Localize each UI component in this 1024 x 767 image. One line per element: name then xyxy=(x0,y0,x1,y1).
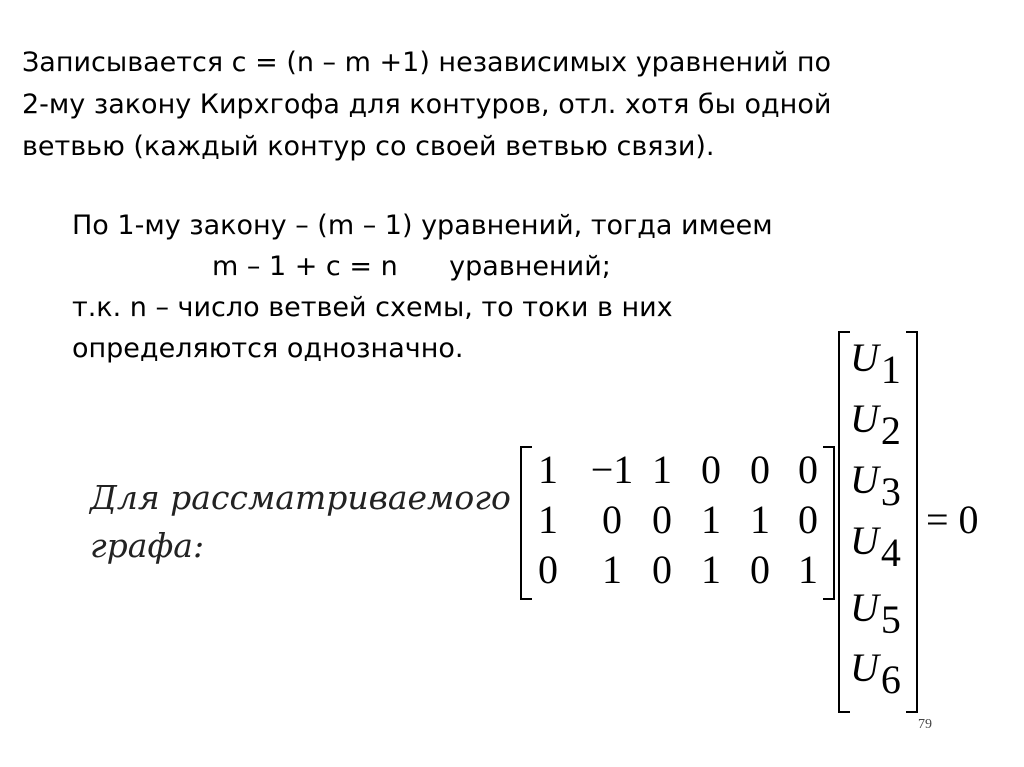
matrix-cell: 0 xyxy=(538,547,558,592)
matrix-cell: 0 xyxy=(652,547,672,592)
vector-entry-subscript: 4 xyxy=(880,530,901,575)
equation-line: m – 1 + c = n уравнений; xyxy=(212,251,611,282)
matrix-cell: 1 xyxy=(750,497,770,542)
vector-entry-subscript: 6 xyxy=(880,657,901,702)
text-line: По 1-му закону – (m – 1) уравнений, тогда имеем xyxy=(72,210,773,241)
matrix-cell: 1 xyxy=(701,497,721,542)
matrix-cell: 1 xyxy=(652,447,672,492)
vector-entry xyxy=(850,585,901,642)
equals-zero: = 0 xyxy=(926,497,979,542)
vector-entry xyxy=(850,645,901,702)
text-line: 2-му закону Кирхгофа для контуров, отл. хотя бы одной xyxy=(22,89,832,120)
matrix-cell: 1 xyxy=(602,547,622,592)
matrix-cell: 1 xyxy=(798,547,818,592)
vector-right-bracket xyxy=(906,331,918,713)
matrix-cell: 0 xyxy=(652,497,672,542)
matrix-cell: 0 xyxy=(602,497,622,542)
vector-entry xyxy=(850,457,901,514)
matrix-cell: −1 xyxy=(590,447,634,492)
matrix-cell: 1 xyxy=(538,447,558,492)
matrix-cell: 0 xyxy=(701,447,721,492)
matrix-cell: 0 xyxy=(798,447,818,492)
graph-caption xyxy=(90,474,511,570)
text-line: Записывается с = (n – m +1) независимых уравнений по xyxy=(22,47,832,78)
vector-entry-name: U xyxy=(850,335,879,380)
vector-entry-name: U xyxy=(850,396,879,441)
matrix-cell: 0 xyxy=(750,447,770,492)
vector-entry xyxy=(850,396,901,453)
text-line: определяются однозначно. xyxy=(72,333,464,364)
matrix-cell: 0 xyxy=(798,497,818,542)
matrix-cell: 1 xyxy=(701,547,721,592)
text-line: ветвью (каждый контур со своей ветвью связи). xyxy=(22,131,715,162)
paragraph-kirchhoff-1 xyxy=(72,205,773,369)
vector-entry-name: U xyxy=(850,645,879,690)
caption-line: графа: xyxy=(90,526,205,565)
vector-entry-subscript: 3 xyxy=(880,469,901,514)
matrix-cell: 0 xyxy=(750,547,770,592)
vector-entry-name: U xyxy=(850,518,879,563)
paragraph-kirchhoff-2 xyxy=(22,42,831,168)
matrix-cell: 1 xyxy=(538,497,558,542)
vector-entry-name: U xyxy=(850,457,879,502)
vector-entry-subscript: 1 xyxy=(880,347,901,392)
vector-entry-subscript: 5 xyxy=(880,597,901,642)
page-number: 79 xyxy=(918,717,932,732)
vector-entry xyxy=(850,335,901,392)
vector-entry-name: U xyxy=(850,585,879,630)
vector-entry-subscript: 2 xyxy=(880,408,901,453)
caption-line: Для рассматриваемого xyxy=(90,478,511,517)
vector-entry xyxy=(850,518,901,575)
text-line: т.к. n – число ветвей схемы, то токи в них xyxy=(72,292,673,323)
vector-left-bracket xyxy=(838,331,850,713)
